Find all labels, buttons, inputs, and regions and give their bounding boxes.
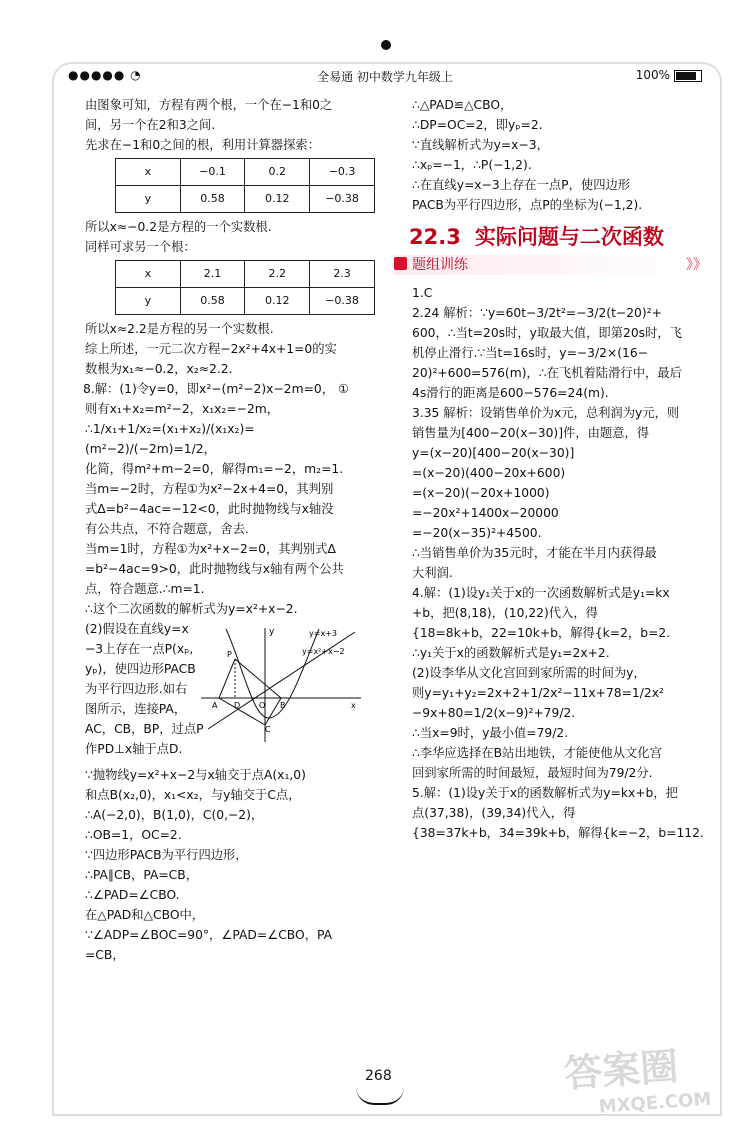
origin-label: O — [259, 701, 266, 710]
parabola-label: y=x²+x−2 — [302, 647, 345, 656]
text-line: 销售量为[400−20(x−30)]件，由题意，得 — [412, 426, 650, 440]
point-p-label: P — [227, 650, 232, 659]
point-b-label: B — [280, 701, 286, 710]
text-line: =b²−4ac=9>0，此时抛物线与x轴有两个公共 — [85, 562, 344, 576]
text-line: 600，∴当t=20s时，y取最大值，即第20s时，飞 — [412, 326, 682, 340]
text-line: 则有x₁+x₂=m²−2，x₁x₂=−2m， — [85, 402, 280, 416]
battery-icon — [674, 70, 702, 82]
text-line: +b，把(8,18)，(10,22)代入，得 — [412, 606, 598, 620]
reference-mark: 》》 — [686, 257, 707, 273]
pencil-icon — [394, 257, 407, 270]
text-line: 3.35 解析：设销售单价为x元，总利润为y元，则 — [412, 406, 680, 420]
text-line: 所以x≈−0.2是方程的一个实数根. — [85, 220, 272, 234]
text-line: =−20(x−35)²+4500. — [412, 526, 542, 540]
text-line: 8.解：(1)令y=0，即x²−(m²−2)x−2m=0， ① — [83, 382, 349, 396]
point-c-label: C — [265, 725, 271, 734]
text-line: 点，符合题意.∴m=1. — [85, 582, 205, 596]
text-line: ∵四边形PACB为平行四边形， — [85, 848, 248, 862]
text-line: ∴y₁关于x的函数解析式是y₁=2x+2. — [412, 646, 610, 660]
text-line: 大利润. — [412, 566, 453, 580]
text-line: ∴李华应选择在B站出地铁，才能使他从文化宫 — [412, 746, 662, 760]
section-heading: 22.3 实际问题与二次函数 — [409, 225, 664, 249]
text-line: 作PD⊥x轴于点D. — [85, 742, 183, 756]
right-column — [409, 95, 707, 843]
parabola-diagram — [191, 624, 371, 744]
text-line: 先求在−1和0之间的根，利用计算器探索： — [85, 138, 320, 152]
text-line: ∵抛物线y=x²+x−2与x轴交于点A(x₁,0) — [85, 768, 306, 782]
battery-indicator: 100% — [636, 68, 702, 82]
text-line: ∴PA∥CB，PA=CB， — [85, 868, 198, 882]
text-line: 5.解：(1)设y关于x的函数解析式为y=kx+b，把 — [412, 786, 678, 800]
text-line: ∴当销售单价为35元时，才能在半月内获得最 — [412, 546, 657, 560]
point-a-label: A — [212, 701, 218, 710]
text-line: 综上所述，一元二次方程−2x²+4x+1=0的实 — [85, 342, 337, 356]
text-line: 数根为x₁≈−0.2，x₂≈2.2. — [85, 362, 233, 376]
text-line: ∴在直线y=x−3上存在一点P，使四边形 — [412, 178, 631, 192]
text-line: 由图象可知，方程有两个根，一个在−1和0之 — [85, 98, 333, 112]
text-line: ∴这个二次函数的解析式为y=x²+x−2. — [85, 602, 298, 616]
text-line: 有公共点，不符合题意，舍去. — [85, 522, 249, 536]
text-line: {38=37k+b，34=39k+b，解得{k=−2，b=112. — [412, 826, 704, 840]
text-line: 当m=−2时，方程①为x²−2x+4=0，其判别 — [85, 482, 334, 496]
text-line: 20)²+600=576(m)，∴在飞机着陆滑行中，最后 — [412, 366, 682, 380]
page-title: 全易通 初中数学九年级上 — [317, 70, 453, 84]
y-axis-label: y — [269, 627, 275, 637]
text-line: =−20x²+1400x−20000 — [412, 506, 559, 520]
left-column — [85, 95, 375, 965]
watermark: 答案圈 MXQE.COM — [562, 1044, 712, 1118]
text-line: ∴DP=OC=2，即yₚ=2. — [412, 118, 543, 132]
text-line: 为平行四边形.如右 — [85, 682, 188, 696]
text-line: 在△PAD和△CBO中， — [85, 908, 205, 922]
text-line: (2)假设在直线y=x — [85, 622, 189, 636]
text-line: 则y=y₁+y₂=2x+2+1/2x²−11x+78=1/2x² — [412, 686, 664, 700]
signal-icon: ●●●●● ◔ — [68, 68, 142, 82]
x-axis-label: x — [351, 701, 356, 710]
status-bar — [60, 67, 710, 87]
point-d-label: D — [234, 701, 241, 710]
subsection-heading: 题组训练 》》 — [394, 255, 707, 275]
text-line: 当m=1时，方程①为x²+x−2=0，其判别式Δ — [85, 542, 336, 556]
text-line: 图所示，连接PA， — [85, 702, 187, 716]
text-line: ∴1/x₁+1/x₂=(x₁+x₂)/(x₁x₂)=(m²−2)/(−2m)=1/2， — [85, 422, 255, 456]
text-line: −3上存在一点P(xₚ, — [85, 642, 194, 656]
text-line: ∴当x=9时，y最小值=79/2. — [412, 726, 569, 740]
camera-dot — [381, 40, 391, 50]
text-line: 2.24 解析：∵y=60t−3/2t²=−3/2(t−20)²+ — [412, 306, 662, 320]
text-line: AC，CB，BP，过点P — [85, 722, 204, 736]
text-line: 同样可求另一个根： — [85, 240, 196, 254]
text-line: =(x−20)(400−20x+600) — [412, 466, 566, 480]
text-line: PACB为平行四边形，点P的坐标为(−1,2). — [412, 198, 643, 212]
line-label: y=x+3 — [309, 629, 337, 638]
text-line: ∴A(−2,0)，B(1,0)，C(0,−2)， — [85, 808, 264, 822]
text-line: 和点B(x₂,0)，x₁<x₂，与y轴交于C点， — [85, 788, 301, 802]
text-line: 间，另一个在2和3之间. — [85, 118, 216, 132]
text-line: 点(37,38)，(39,34)代入，得 — [412, 806, 576, 820]
text-line: yₚ)，使四边形PACB — [85, 662, 196, 676]
calculator-table-1: x −0.1 0.2 −0.3 y 0.58 0.12 −0.38 — [115, 158, 375, 213]
text-line: (2)设李华从文化宫回到家所需的时间为y， — [412, 666, 646, 680]
text-line: ∴xₚ=−1，∴P(−1,2). — [412, 158, 532, 172]
text-line: 回到家所需的时间最短，最短时间为79/2分. — [412, 766, 653, 780]
text-line: ∵∠ADP=∠BOC=90°，∠PAD=∠CBO，PA — [85, 928, 333, 942]
text-line: ∴∠PAD=∠CBO. — [85, 888, 180, 902]
text-line: ∵直线解析式为y=x−3， — [412, 138, 549, 152]
text-line: 机停止滑行.∵当t=16s时，y=−3/2×(16− — [412, 346, 649, 360]
text-line: 化简，得m²+m−2=0，解得m₁=−2，m₂=1. — [85, 462, 344, 476]
page-number: 268 — [365, 1068, 392, 1084]
text-line: y=(x−20)[400−20(x−30)] — [412, 446, 575, 460]
text-line: −9x+80=1/2(x−9)²+79/2. — [412, 706, 576, 720]
text-line: 4s滑行的距离是600−576=24(m). — [412, 386, 609, 400]
text-line: 式Δ=b²−4ac=−12<0，此时抛物线与x轴没 — [85, 502, 334, 516]
text-line: =(x−20)(−20x+1000) — [412, 486, 550, 500]
text-line: 所以x≈2.2是方程的另一个实数根. — [85, 322, 274, 336]
text-line: =CB， — [85, 948, 125, 962]
text-line: ∴OB=1，OC=2. — [85, 828, 182, 842]
calculator-table-2: x 2.1 2.2 2.3 y 0.58 0.12 −0.38 — [115, 260, 375, 315]
text-line: ∴△PAD≌△CBO， — [412, 98, 513, 112]
text-line: 1.C — [412, 286, 433, 300]
text-line: {18=8k+b，22=10k+b，解得{k=2，b=2. — [412, 626, 671, 640]
text-line: 4.解：(1)设y₁关于x的一次函数解析式是y₁=kx — [412, 586, 670, 600]
